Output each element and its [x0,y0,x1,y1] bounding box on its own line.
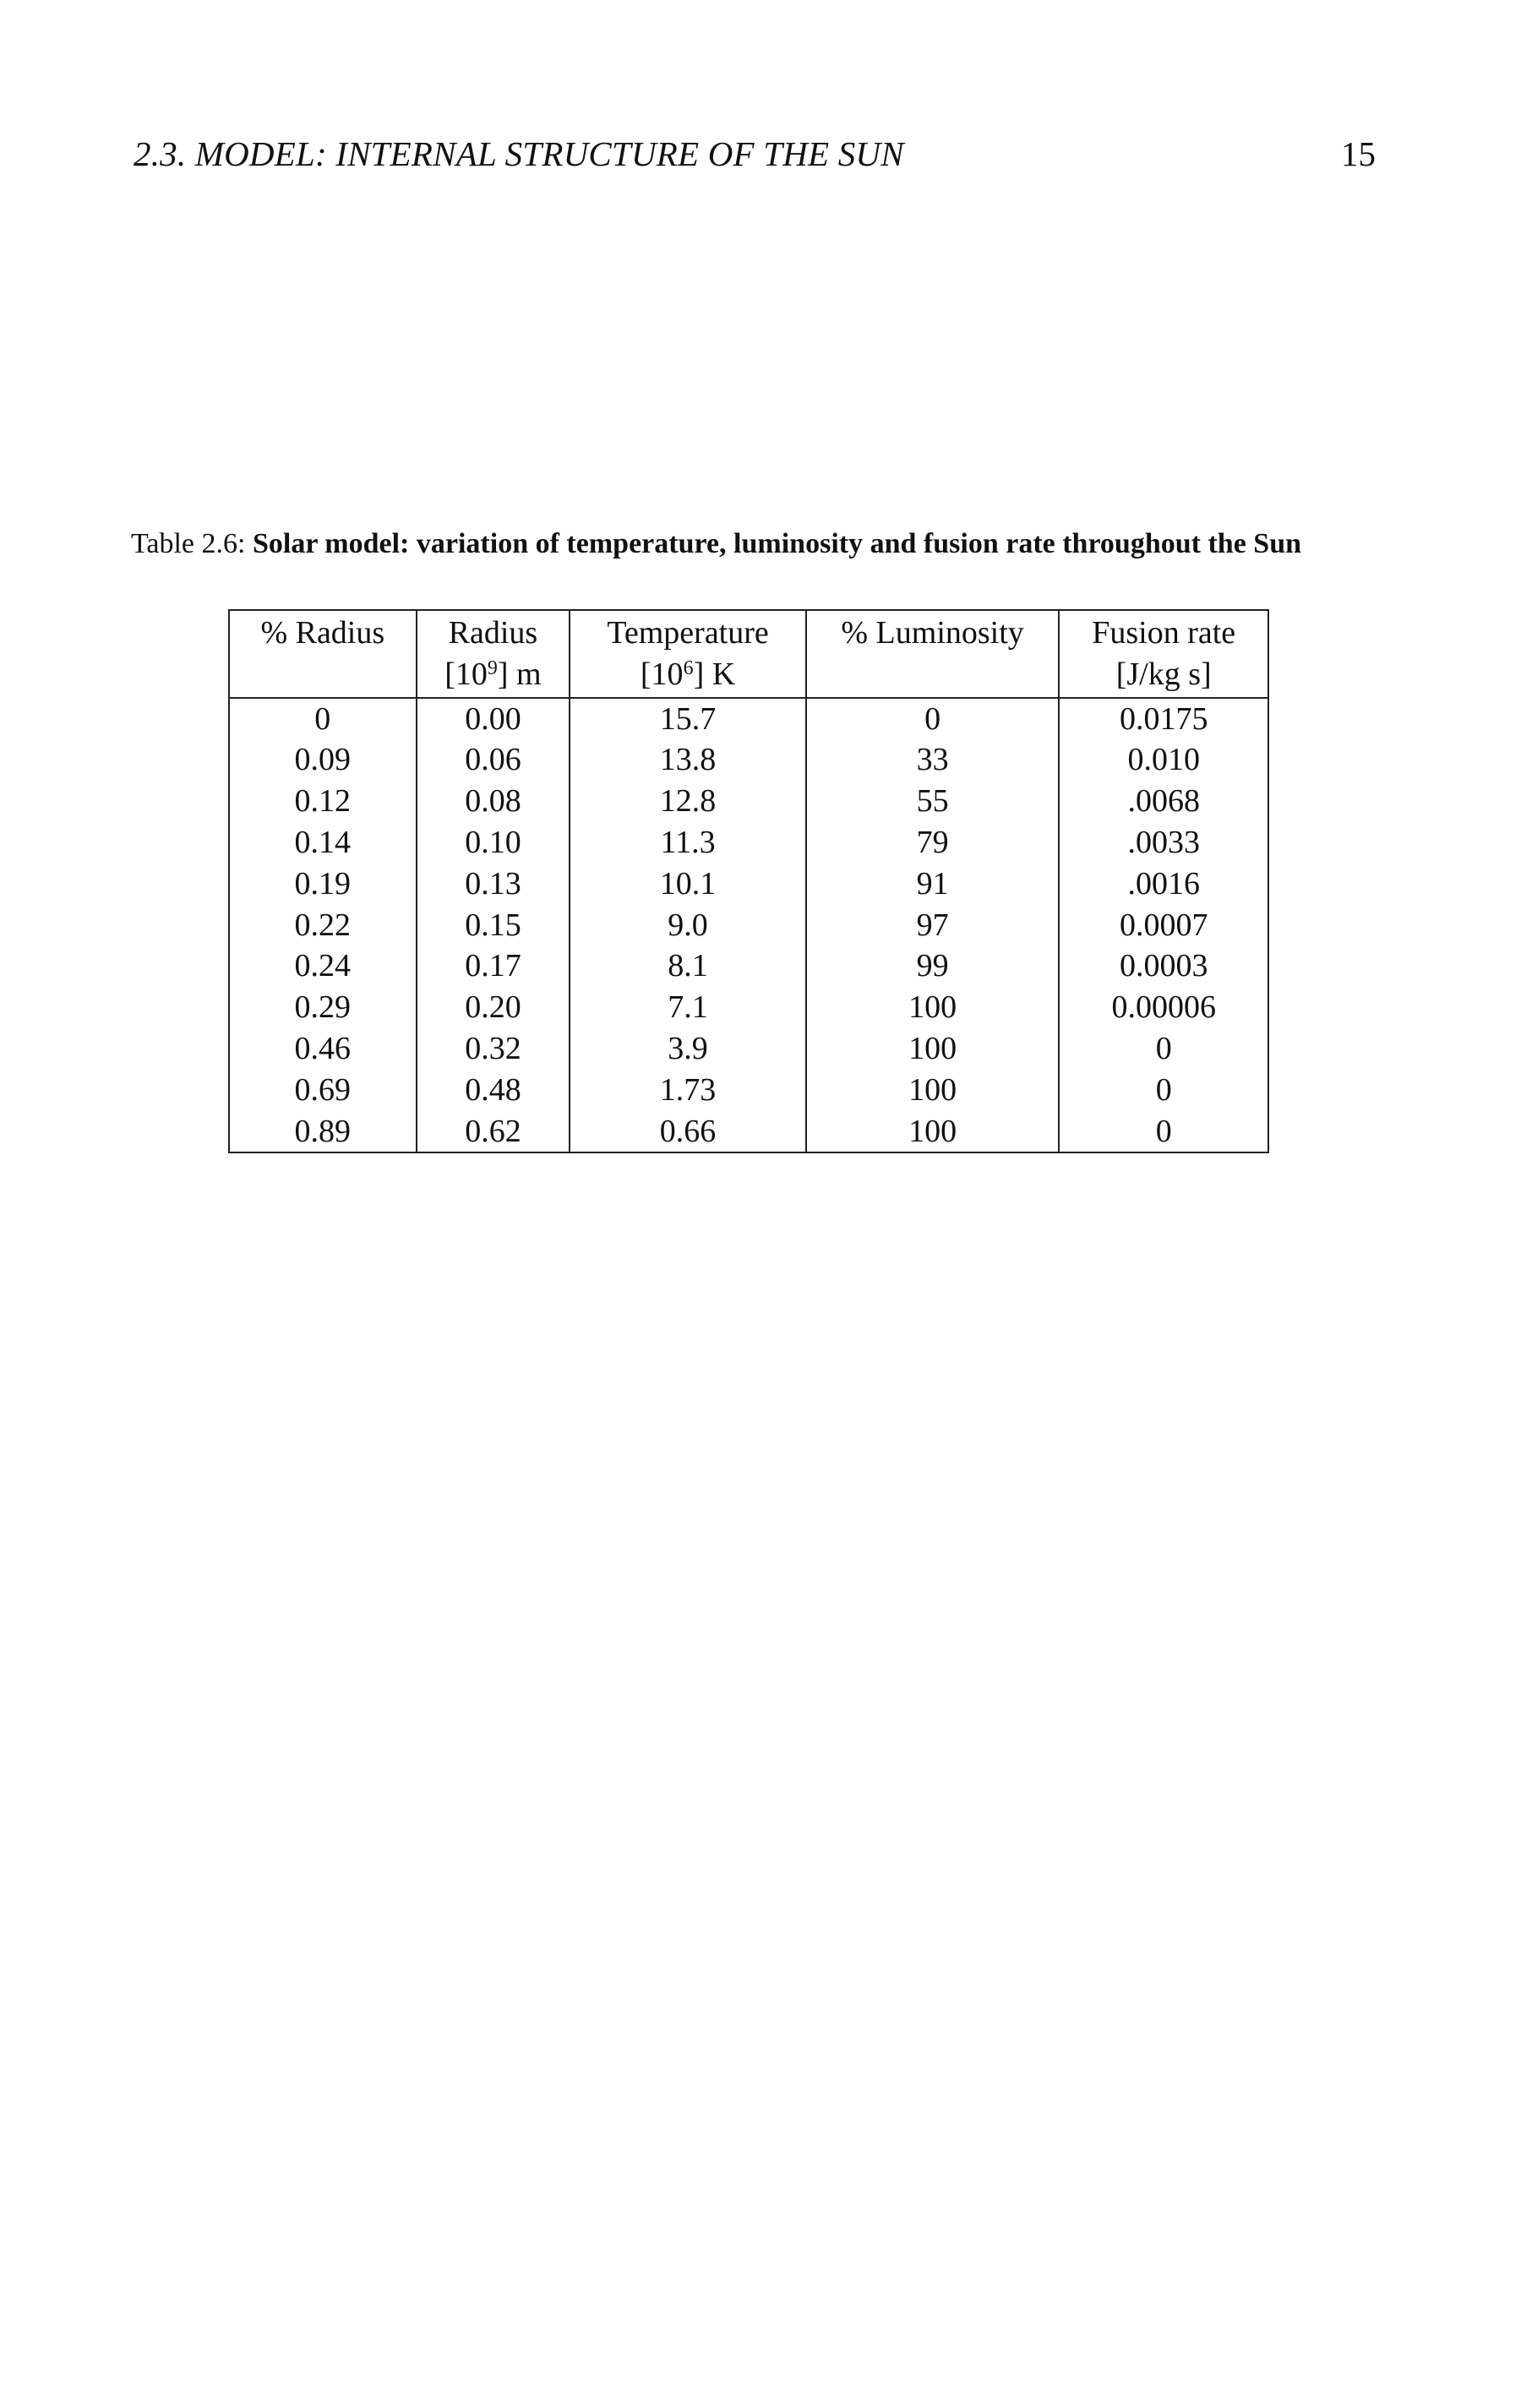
cell-temperature: 15.7 [570,698,806,740]
cell-radius: 0.48 [417,1070,570,1111]
cell-fusion-rate: .0033 [1059,822,1268,864]
header-percent-luminosity-unit [806,654,1060,698]
cell-temperature: 0.66 [570,1111,806,1153]
cell-radius: 0.15 [417,905,570,946]
cell-percent-luminosity: 100 [806,1028,1060,1070]
cell-percent-radius: 0.14 [229,822,417,864]
page-number: 15 [1341,134,1376,173]
cell-temperature: 11.3 [570,822,806,864]
header-row-2 [229,654,1268,698]
cell-percent-radius: 0.24 [229,945,417,987]
header-fusion-rate-unit: [J/kg s] [1059,654,1268,698]
caption-text: Solar model: variation of temperature, luminosity and fusion rate throughout the Sun [252,528,1302,559]
cell-percent-radius: 0.46 [229,1028,417,1070]
cell-fusion-rate: 0.0007 [1059,905,1268,946]
table-row [229,1028,1268,1070]
cell-percent-radius: 0 [229,698,417,740]
cell-percent-luminosity: 55 [806,781,1060,822]
cell-radius: 0.62 [417,1111,570,1153]
cell-percent-radius: 0.29 [229,987,417,1028]
cell-radius: 0.06 [417,739,570,781]
cell-temperature: 13.8 [570,739,806,781]
cell-percent-luminosity: 99 [806,945,1060,987]
cell-percent-luminosity: 100 [806,1070,1060,1111]
cell-fusion-rate: 0 [1059,1070,1268,1111]
cell-percent-luminosity: 33 [806,739,1060,781]
radius-unit-exponent: 9 [487,656,498,679]
cell-percent-radius: 0.19 [229,864,417,905]
cell-percent-luminosity: 97 [806,905,1060,946]
table-body [229,698,1268,1153]
table-header [229,610,1268,698]
table-row [229,822,1268,864]
cell-percent-radius: 0.69 [229,1070,417,1111]
cell-fusion-rate: 0 [1059,1028,1268,1070]
cell-radius: 0.00 [417,698,570,740]
cell-radius: 0.17 [417,945,570,987]
cell-percent-luminosity: 79 [806,822,1060,864]
cell-temperature: 1.73 [570,1070,806,1111]
header-percent-luminosity: % Luminosity [806,610,1060,654]
header-percent-radius-unit [229,654,417,698]
solar-model-table-container [228,609,1269,1153]
table-row [229,698,1268,740]
table-row [229,945,1268,987]
cell-fusion-rate: 0.00006 [1059,987,1268,1028]
cell-percent-luminosity: 0 [806,698,1060,740]
temperature-unit-suffix: ] K [693,656,736,692]
header-radius-unit [417,654,570,698]
table-row [229,1070,1268,1111]
solar-model-table [228,609,1269,1153]
cell-fusion-rate: .0016 [1059,864,1268,905]
cell-fusion-rate: 0.0003 [1059,945,1268,987]
cell-percent-radius: 0.22 [229,905,417,946]
cell-fusion-rate: 0 [1059,1111,1268,1153]
table-row [229,739,1268,781]
header-temperature-unit [570,654,806,698]
radius-unit-prefix: [10 [444,656,488,692]
header-fusion-rate: Fusion rate [1059,610,1268,654]
cell-fusion-rate: 0.0175 [1059,698,1268,740]
radius-unit-suffix: ] m [497,656,542,692]
table-row [229,905,1268,946]
header-percent-radius: % Radius [229,610,417,654]
cell-fusion-rate: 0.010 [1059,739,1268,781]
table-row [229,864,1268,905]
cell-temperature: 12.8 [570,781,806,822]
cell-percent-luminosity: 100 [806,987,1060,1028]
cell-radius: 0.32 [417,1028,570,1070]
cell-fusion-rate: .0068 [1059,781,1268,822]
table-caption [131,524,1382,564]
table-row [229,1111,1268,1153]
page-header [134,133,1376,176]
cell-radius: 0.13 [417,864,570,905]
temperature-unit-prefix: [10 [640,656,684,692]
cell-radius: 0.10 [417,822,570,864]
cell-percent-luminosity: 100 [806,1111,1060,1153]
cell-temperature: 9.0 [570,905,806,946]
cell-temperature: 10.1 [570,864,806,905]
cell-temperature: 8.1 [570,945,806,987]
header-row-1 [229,610,1268,654]
cell-percent-luminosity: 91 [806,864,1060,905]
table-row [229,781,1268,822]
cell-percent-radius: 0.09 [229,739,417,781]
table-row [229,987,1268,1028]
temperature-unit-exponent: 6 [683,656,694,679]
cell-radius: 0.20 [417,987,570,1028]
running-head: 2.3. MODEL: INTERNAL STRUCTURE OF THE SUN [134,134,904,173]
cell-temperature: 3.9 [570,1028,806,1070]
caption-label: Table 2.6: [131,528,246,559]
cell-radius: 0.08 [417,781,570,822]
header-radius: Radius [417,610,570,654]
header-temperature: Temperature [570,610,806,654]
cell-temperature: 7.1 [570,987,806,1028]
cell-percent-radius: 0.89 [229,1111,417,1153]
cell-percent-radius: 0.12 [229,781,417,822]
